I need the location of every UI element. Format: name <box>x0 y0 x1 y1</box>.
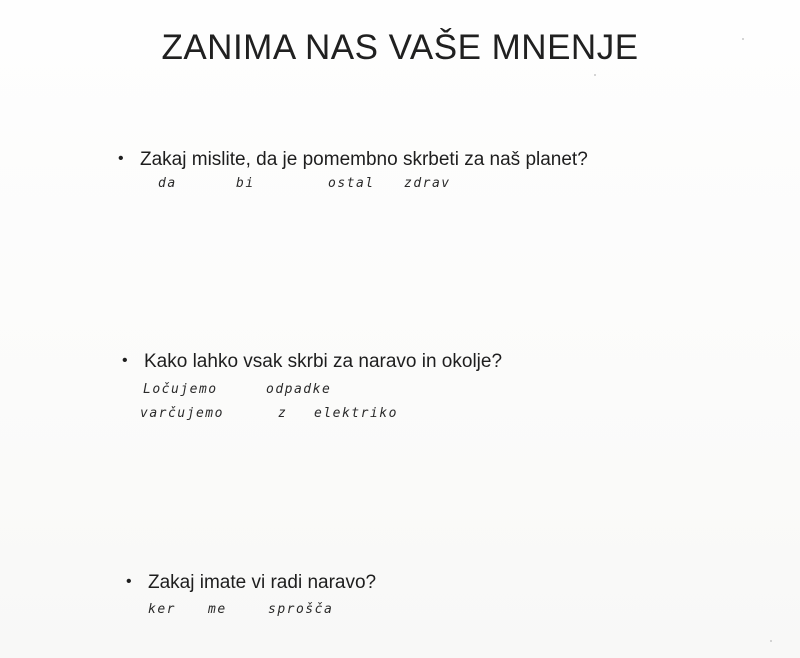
question-3 <box>126 572 376 594</box>
answer-1-word-3: ostal <box>328 176 375 191</box>
scan-speck <box>594 74 596 76</box>
question-1-text: Zakaj mislite, da je pomembno skrbeti za naš planet? <box>140 149 588 170</box>
answer-2-line-2-word-2: z <box>278 406 288 421</box>
answer-2-line-2-word-1: varčujemo <box>140 406 224 421</box>
scan-speck <box>770 640 772 642</box>
answer-3-word-2: me <box>208 602 227 617</box>
answer-3-word-1: ker <box>148 602 176 617</box>
answer-2-line-1-word-1: Ločujemo <box>143 382 218 397</box>
scan-speck <box>742 38 744 40</box>
answer-2-line-2-word-3: elektriko <box>314 406 398 421</box>
answer-1-word-1: da <box>158 176 177 191</box>
answer-1-word-4: zdrav <box>404 176 451 191</box>
question-2 <box>122 351 502 373</box>
question-2-text: Kako lahko vsak skrbi za naravo in okolje? <box>144 351 503 372</box>
bullet-marker: • <box>126 573 132 590</box>
answer-1-word-2: bi <box>236 176 255 191</box>
bullet-marker: • <box>118 150 124 167</box>
page-title: ZANIMA NAS VAŠE MNENJE <box>161 28 639 67</box>
question-3-text: Zakaj imate vi radi naravo? <box>148 572 377 593</box>
answer-2-line-1-word-2: odpadke <box>266 382 332 397</box>
question-1 <box>118 149 588 171</box>
answer-3-word-3: sprošča <box>268 602 334 617</box>
bullet-marker: • <box>122 352 128 369</box>
